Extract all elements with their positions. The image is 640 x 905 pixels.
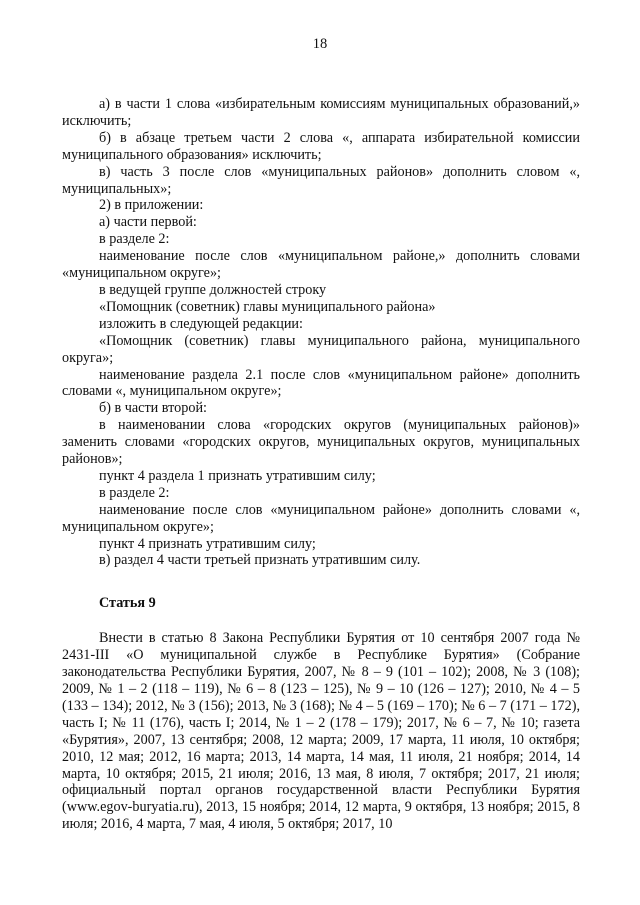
article-heading: Статья 9 [99, 595, 156, 612]
paragraph: б) в абзаце третьем части 2 слова «, аппарата избирательной комиссии муниципального образования» исключить; [62, 129, 580, 163]
paragraph: а) части первой: [99, 214, 197, 231]
paragraph: пункт 4 раздела 1 признать утратившим силу; [99, 467, 376, 484]
article-body: Внести в статью 8 Закона Республики Бурятия от 10 сентября 2007 года № 2431-III «О муниципальной службе в Республике Бурятия» (Собрание законодательства Республики Бурятия, 2007, № 8 – 9 (101 – 102); 2008, № 3 (108); 2009, № 1 – 2 (118 – 119), № 6 – 8 (123 – 125), № 9 – 10 (126 – 127); 2010, № 4 – 5 (133 – 134); 2012, № 3 (156); 2013, № 3 (168); № 4 – 5 (169 – 170); № 6 – 7 (171 – 172), часть I; № 11 (176), часть I; 2014, № 1 – 2 (178 – 179); 2017, № 6 – 7, № 10; газета «Бурятия», 2007, 13 сентября; 2008, 12 марта; 2009, 17 марта, 11 июля, 10 октября; 2010, 12 мая; 2012, 16 марта; 2013, 14 марта, 14 мая, 11 июля, 21 ноября; 2014, 14 марта, 10 октября; 2015, 21 июля; 2016, 13 мая, 8 июля, 7 октября; 2017, 21 июля; официальный портал органов государственной власти Республики Бурятия (www.egov-buryatia.ru), 2013, 15 ноября; 2014, 12 марта, 9 октября, 13 ноября; 2015, 8 июля; 2016, 4 марта, 7 мая, 4 июля, 5 октября; 2017, 10 [62, 630, 580, 833]
paragraph: «Помощник (советник) главы муниципального района, муниципального округа»; [62, 332, 580, 366]
paragraph: наименование раздела 2.1 после слов «муниципальном районе» дополнить словами «, муниципальном округе»; [62, 366, 580, 400]
paragraph: в разделе 2: [99, 484, 170, 501]
paragraph: в наименовании слова «городских округов (муниципальных районов)» заменить словами «городских округов, муниципальных округов, муниципальных районов»; [62, 417, 580, 468]
document-body [62, 96, 580, 833]
paragraph: изложить в следующей редакции: [99, 315, 303, 332]
paragraph: а) в части 1 слова «избирательным комиссиям муниципальных образований,» исключить; [62, 96, 580, 129]
paragraph: в) часть 3 после слов «муниципальных районов» дополнить словом «, муниципальных»; [62, 163, 580, 197]
paragraph: в ведущей группе должностей строку [99, 281, 327, 298]
paragraph: в) раздел 4 части третьей признать утратившим силу. [99, 552, 421, 569]
paragraph: б) в части второй: [99, 400, 207, 417]
paragraph: наименование после слов «муниципальном районе» дополнить словами «, муниципальном округе»; [62, 501, 580, 535]
paragraph: в разделе 2: [99, 231, 170, 248]
page-number: 18 [312, 36, 328, 52]
paragraph: 2) в приложении: [99, 197, 204, 214]
paragraph: пункт 4 признать утратившим силу; [99, 535, 316, 552]
paragraph: «Помощник (советник) главы муниципального района» [99, 298, 436, 315]
paragraph: наименование после слов «муниципальном районе,» дополнить словами «муниципальном округе»; [62, 248, 580, 282]
